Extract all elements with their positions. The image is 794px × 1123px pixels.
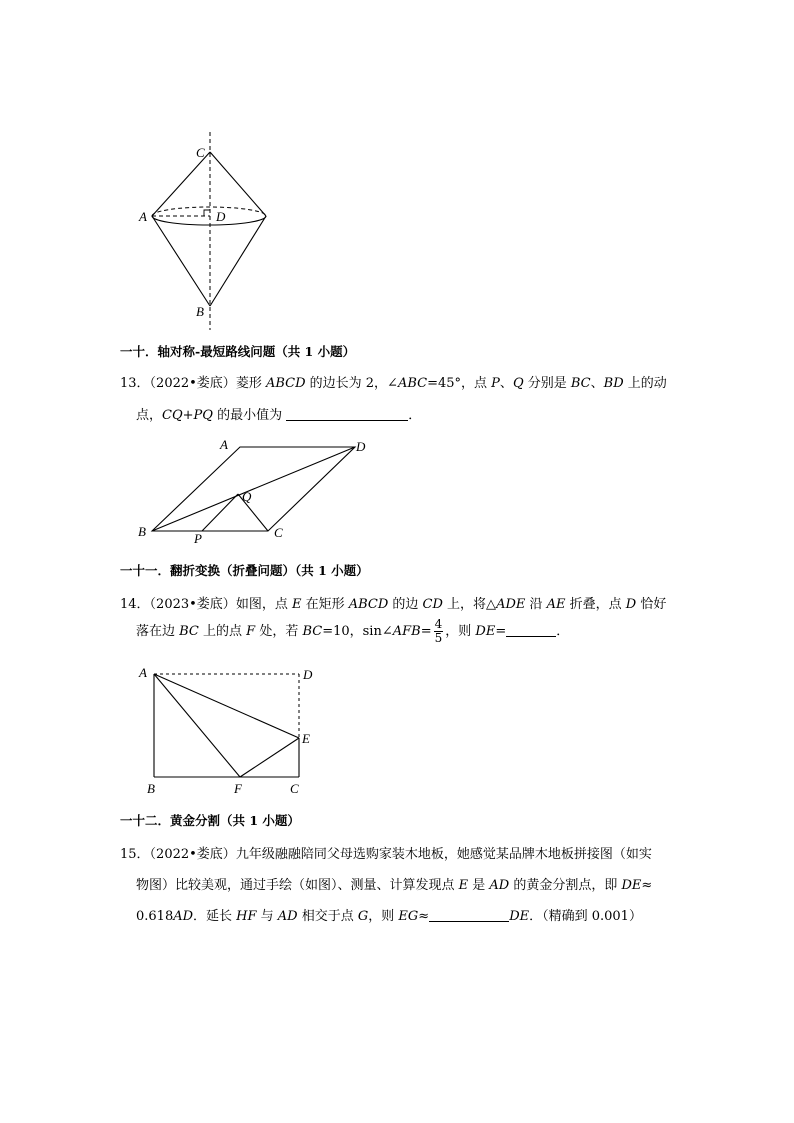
answer-blank-13[interactable] xyxy=(286,408,408,421)
edge-ba xyxy=(152,216,210,306)
figure-rhombus xyxy=(130,435,380,545)
label-b: B xyxy=(138,524,146,539)
label-f: F xyxy=(234,781,242,796)
label-e: E xyxy=(302,731,310,746)
edge-ca xyxy=(152,152,210,216)
ellipse-front xyxy=(152,216,266,225)
label-b: B xyxy=(147,781,155,796)
segment-ae xyxy=(154,674,299,738)
section-title-10: 一十．轴对称-最短路线问题（共 1 小题） xyxy=(120,344,356,359)
label-a: A xyxy=(139,209,147,224)
q14-line1: 14．（2023•娄底）如图，点 E 在矩形 ABCD 的边 CD 上，将△ADE 沿 AE 折叠，点 D 恰好 xyxy=(120,597,667,612)
edge-br xyxy=(210,216,266,306)
label-c: C xyxy=(290,781,299,796)
q15-line1: 15．（2022•娄底）九年级融融陪同父母选购家装木地板，她感觉某品牌木地板拼接图（如实 xyxy=(120,847,652,862)
figure-double-cone xyxy=(130,130,280,335)
label-a: A xyxy=(139,665,147,680)
edge-cr xyxy=(210,152,266,216)
diagonal-bd xyxy=(152,447,355,531)
q13-line1: 13．（2022•娄底）菱形 ABCD 的边长为 2，∠ABC=45°，点 P、Q 分别是 BC、BD 上的动 xyxy=(120,376,667,391)
label-p: P xyxy=(194,531,202,545)
segment-af xyxy=(154,674,240,777)
ellipse-back xyxy=(152,207,266,216)
q15-line2: 物图）比较美观，通过手绘（如图）、测量、计算发现点 E 是 AD 的黄金分割点，即 DE≈ xyxy=(136,878,653,893)
label-b: B xyxy=(196,304,204,319)
q13-line2: 点，CQ+PQ 的最小值为 ． xyxy=(136,408,422,423)
right-angle-mark xyxy=(204,210,210,216)
q14-line2: 落在边 BC 上的点 F 处，若 BC=10，sin∠AFB= $\frac{4}{5}$ ，则 DE= ． xyxy=(136,617,570,645)
section-title-12: 一十二．黄金分割（共 1 小题） xyxy=(120,813,300,828)
label-d: D xyxy=(216,209,226,224)
label-c: C xyxy=(274,525,283,540)
label-c: C xyxy=(196,145,205,160)
segment-pq xyxy=(202,494,238,531)
label-d: D xyxy=(303,667,313,682)
section-title-11: 一十一．翻折变换（折叠问题）（共 1 小题） xyxy=(120,563,369,578)
answer-blank-14[interactable] xyxy=(506,624,556,637)
figure-rectangle-fold xyxy=(130,660,330,800)
label-q: Q xyxy=(242,489,252,504)
q15-line3: 0.618AD．延长 HF 与 AD 相交于点 G，则 EG≈ DE．（精确到 0.001） xyxy=(136,909,642,924)
label-d: D xyxy=(356,439,366,454)
label-a: A xyxy=(220,437,228,452)
fraction-4-5: $\frac{4}{5}$ xyxy=(434,617,443,645)
answer-blank-15[interactable] xyxy=(429,909,509,922)
segment-fe xyxy=(240,738,299,777)
